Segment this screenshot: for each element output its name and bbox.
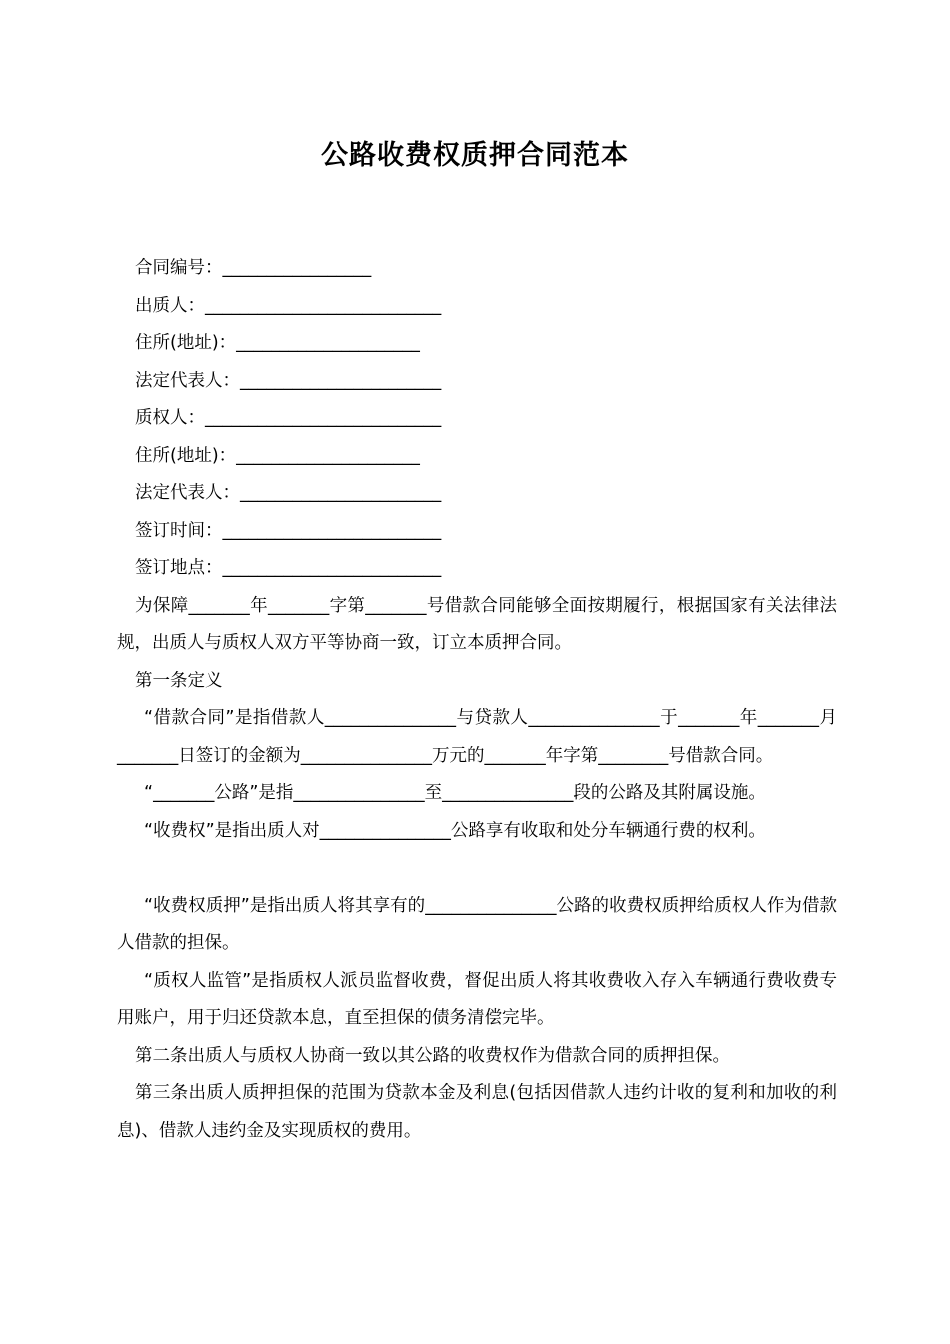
definition-toll-right: “收费权”是指出质人对_______________公路享有收取和处分车辆通行费的权利。 xyxy=(144,820,766,841)
blank-line xyxy=(117,850,837,888)
field-pledgee-legal-rep xyxy=(135,475,837,513)
field-label: 质权人： xyxy=(135,408,205,428)
preamble-paragraph: 为保障_______年_______字第_______号借款合同能够全面按期履行，根据国家有关法律法规，出质人与质权人双方平等协商一致，订立本质押合同。 xyxy=(117,595,837,653)
field-blank: _________________________ xyxy=(222,520,442,541)
field-pledgee-address xyxy=(135,438,837,476)
document-body xyxy=(117,250,837,1150)
field-blank: _________________________ xyxy=(222,558,442,578)
field-blank: _________________ xyxy=(222,258,372,278)
document-title: 公路收费权质押合同范本 xyxy=(321,140,629,171)
field-signing-place xyxy=(135,550,837,588)
field-blank: _______________________ xyxy=(240,370,442,391)
field-pledgee xyxy=(135,400,837,438)
field-contract-number xyxy=(135,250,837,288)
definition-toll-pledge: “收费权质押”是指出质人将其享有的_______________公路的收费权质押给质权人作为借款人借款的担保。 xyxy=(117,895,837,953)
field-label: 合同编号： xyxy=(135,258,223,278)
field-label: 签订地点： xyxy=(135,558,223,578)
article-1-heading: 第一条定义 xyxy=(135,670,223,691)
field-blank: ___________________________ xyxy=(205,408,442,428)
field-pledgor-address xyxy=(135,325,837,363)
field-label: 法定代表人： xyxy=(135,370,240,391)
article-2-paragraph: 第二条出质人与质权人协商一致以其公路的收费权作为借款合同的质押担保。 xyxy=(135,1045,730,1066)
definition-highway: “_______公路”是指_______________至_______________段的公路及其附属设施。 xyxy=(144,783,766,803)
field-blank: _____________________ xyxy=(236,445,420,466)
field-label: 出质人： xyxy=(135,295,205,316)
field-blank: _______________________ xyxy=(240,483,442,503)
definition-pledgee-supervision: “质权人监管”是指质权人派员监督收费，督促出质人将其收费收入存入车辆通行费收费专用账户，用于归还贷款本息，直至担保的债务清偿完毕。 xyxy=(117,970,837,1028)
field-label: 住所(地址)： xyxy=(135,445,237,466)
definition-loan-contract: “借款合同”是指借款人_______________与贷款人_______________于_______年_______月_______日签订的金额为_______________万元的_______年字第________号借款合同。 xyxy=(117,708,837,766)
field-label: 住所(地址)： xyxy=(135,333,237,353)
field-blank: _____________________ xyxy=(236,333,420,353)
field-signing-time xyxy=(135,513,837,551)
field-label: 法定代表人： xyxy=(135,483,240,503)
field-blank: ___________________________ xyxy=(205,295,442,316)
field-pledgor-legal-rep xyxy=(135,363,837,401)
field-pledgor xyxy=(135,288,837,326)
field-label: 签订时间： xyxy=(135,520,223,541)
article-3-paragraph: 第三条出质人质押担保的范围为贷款本金及利息(包括因借款人违约计收的复利和加收的利息)、借款人违约金及实现质权的费用。 xyxy=(117,1083,837,1141)
